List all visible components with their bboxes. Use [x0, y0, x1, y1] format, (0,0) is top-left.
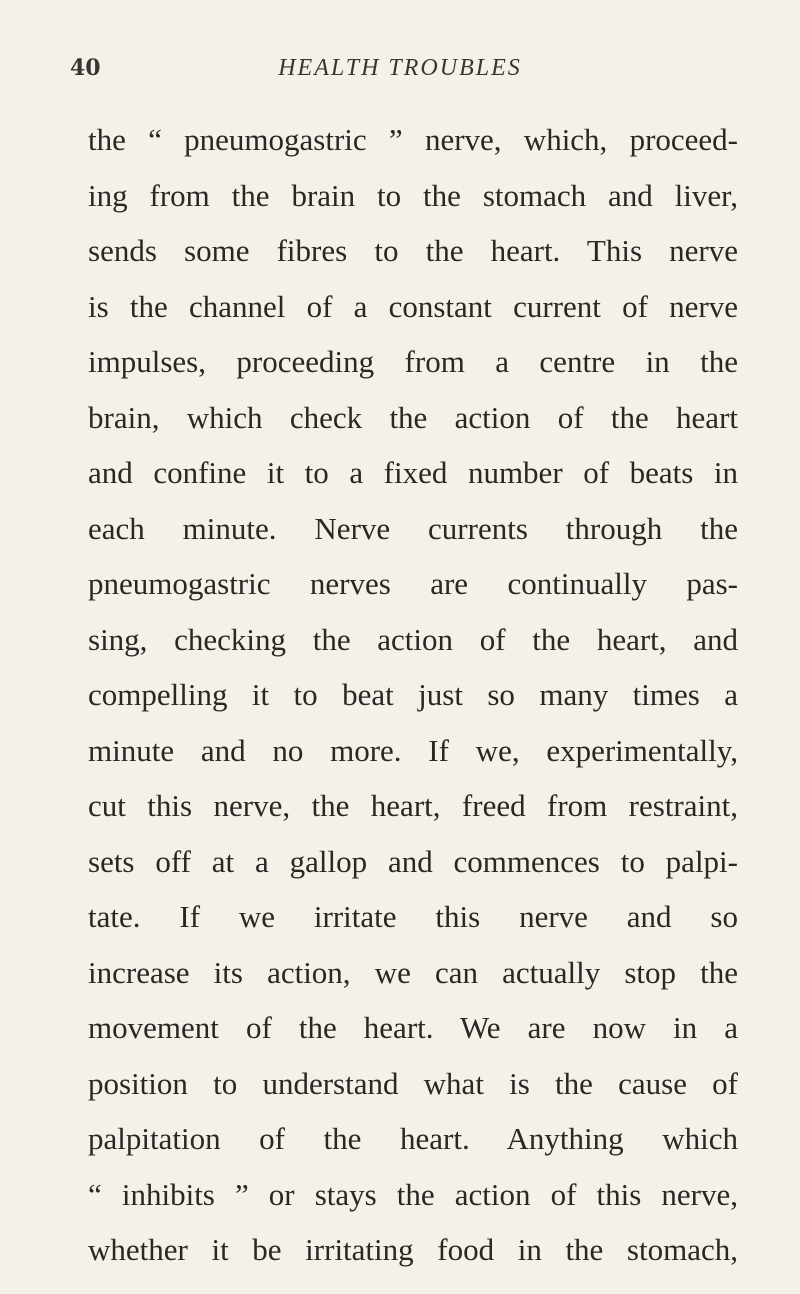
text-line: minute and no more. If we, experimentally,: [88, 732, 738, 768]
text-line: increase its action, we can actually stop the: [88, 954, 738, 990]
text-line: pneumogastric nerves are continually pas-: [88, 566, 738, 601]
text-line: sing, checking the action of the heart, and: [88, 621, 738, 657]
text-line: tate. If we irritate this nerve and so: [88, 899, 738, 934]
text-line: ing from the brain to the stomach and liver,: [88, 177, 738, 213]
body-text: [88, 119, 738, 1285]
text-line: is the channel of a constant current of nerve: [88, 288, 738, 324]
text-line: palpitation of the heart. Anything which: [88, 1121, 738, 1156]
text-line: compelling it to beat just so many times a: [88, 677, 738, 712]
text-line: and confine it to a fixed number of beats in: [88, 455, 738, 490]
text-line: whether it be irritating food in the stomach,: [88, 1232, 738, 1267]
text-line: sets off at a gallop and commences to palpi-: [88, 843, 738, 879]
text-line: movement of the heart. We are now in a: [88, 1010, 738, 1045]
text-line: cut this nerve, the heart, freed from restraint,: [88, 788, 738, 823]
text-line: each minute. Nerve currents through the: [88, 510, 738, 546]
text-line: the “ pneumogastric ” nerve, which, proceed-: [88, 122, 738, 157]
text-line: position to understand what is the cause of: [88, 1065, 738, 1101]
text-line: “ inhibits ” or stays the action of this nerve,: [88, 1176, 738, 1212]
running-head: [70, 50, 730, 86]
page-number: 40: [70, 55, 101, 81]
running-title: HEALTH TROUBLES: [278, 55, 522, 81]
text-line: brain, which check the action of the heart: [88, 399, 738, 435]
text-line: impulses, proceeding from a centre in the: [88, 344, 738, 379]
text-line: sends some fibres to the heart. This nerve: [88, 233, 738, 268]
